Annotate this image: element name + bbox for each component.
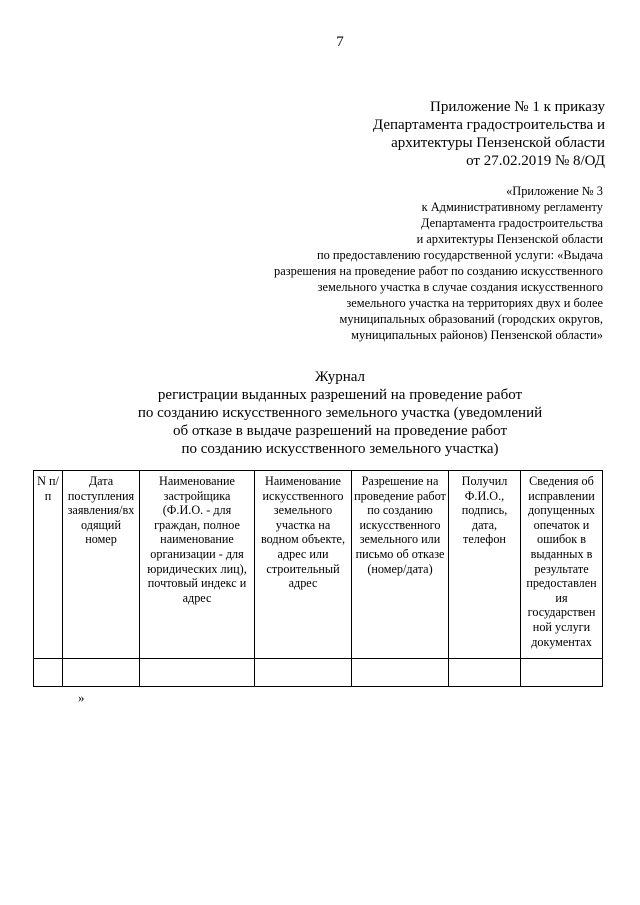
column-header-number: N п/п: [34, 471, 63, 659]
appendix-1-line: Департамента градостроительства и: [372, 117, 605, 133]
journal-title-line: по созданию искусственного земельного участка): [181, 441, 499, 457]
column-header-corrections: Сведения об исправлении допущенных опечаток и ошибок в выданных в результате предоставлен ия государствен ной услуги документах: [521, 471, 603, 659]
appendix-3-line: разрешения на проведение работ по созданию искусственного: [274, 264, 603, 278]
column-header-developer: Наименование застройщика (Ф.И.О. - для граждан, полное наименование организации - для юридических лиц), почтовый индекс и адрес: [140, 471, 255, 659]
journal-title-line: об отказе в выдаче разрешений на проведение работ: [172, 423, 508, 439]
appendix-1-line: архитектуры Пензенской области: [391, 135, 605, 151]
appendix-3-line: земельного участка на территориях двух и более: [346, 296, 603, 310]
column-header-received: Получил Ф.И.О., подпись, дата, телефон: [449, 471, 521, 659]
appendix-3-line: муниципальных образований (городских округов,: [339, 312, 603, 326]
appendix-3-header: [183, 183, 603, 343]
table-cell: [63, 659, 140, 687]
table-cell: [521, 659, 603, 687]
journal-title: [100, 368, 580, 458]
appendix-3-line: Департамента градостроительства: [421, 216, 603, 230]
table-cell: [255, 659, 352, 687]
journal-title-line: регистрации выданных разрешений на проведение работ: [157, 387, 523, 403]
closing-quote: »: [78, 690, 85, 705]
table-cell: [34, 659, 63, 687]
page-number: 7: [336, 34, 344, 50]
table-cell: [140, 659, 255, 687]
appendix-3-line: «Приложение № 3: [506, 184, 603, 198]
column-header-application-date: Дата поступления заявления/вх одящий номер: [63, 471, 140, 659]
journal-title-line: по созданию искусственного земельного участка (уведомлений: [137, 405, 543, 421]
appendix-3-line: к Административному регламенту: [421, 200, 603, 214]
table-row: [34, 659, 603, 687]
journal-title-line: Журнал: [314, 369, 365, 385]
appendix-3-line: земельного участка в случае создания искусственного: [317, 280, 603, 294]
column-header-land-plot: Наименование искусственного земельного участка на водном объекте, адрес или строительный адрес: [255, 471, 352, 659]
column-header-permit: Разрешение на проведение работ по созданию искусственного земельного или письмо об отказе (номер/дата): [352, 471, 449, 659]
appendix-1-line: от 27.02.2019 № 8/ОД: [466, 153, 605, 169]
table-cell: [449, 659, 521, 687]
registration-table: [33, 470, 603, 687]
table-header-row: [34, 471, 603, 659]
appendix-3-line: по предоставлению государственной услуги: «Выдача: [317, 248, 603, 262]
appendix-3-line: муниципальных районов) Пензенской области»: [351, 328, 603, 342]
appendix-3-line: и архитектуры Пензенской области: [416, 232, 603, 246]
appendix-1-header: [285, 98, 605, 170]
appendix-1-line: Приложение № 1 к приказу: [430, 99, 605, 115]
table-cell: [352, 659, 449, 687]
